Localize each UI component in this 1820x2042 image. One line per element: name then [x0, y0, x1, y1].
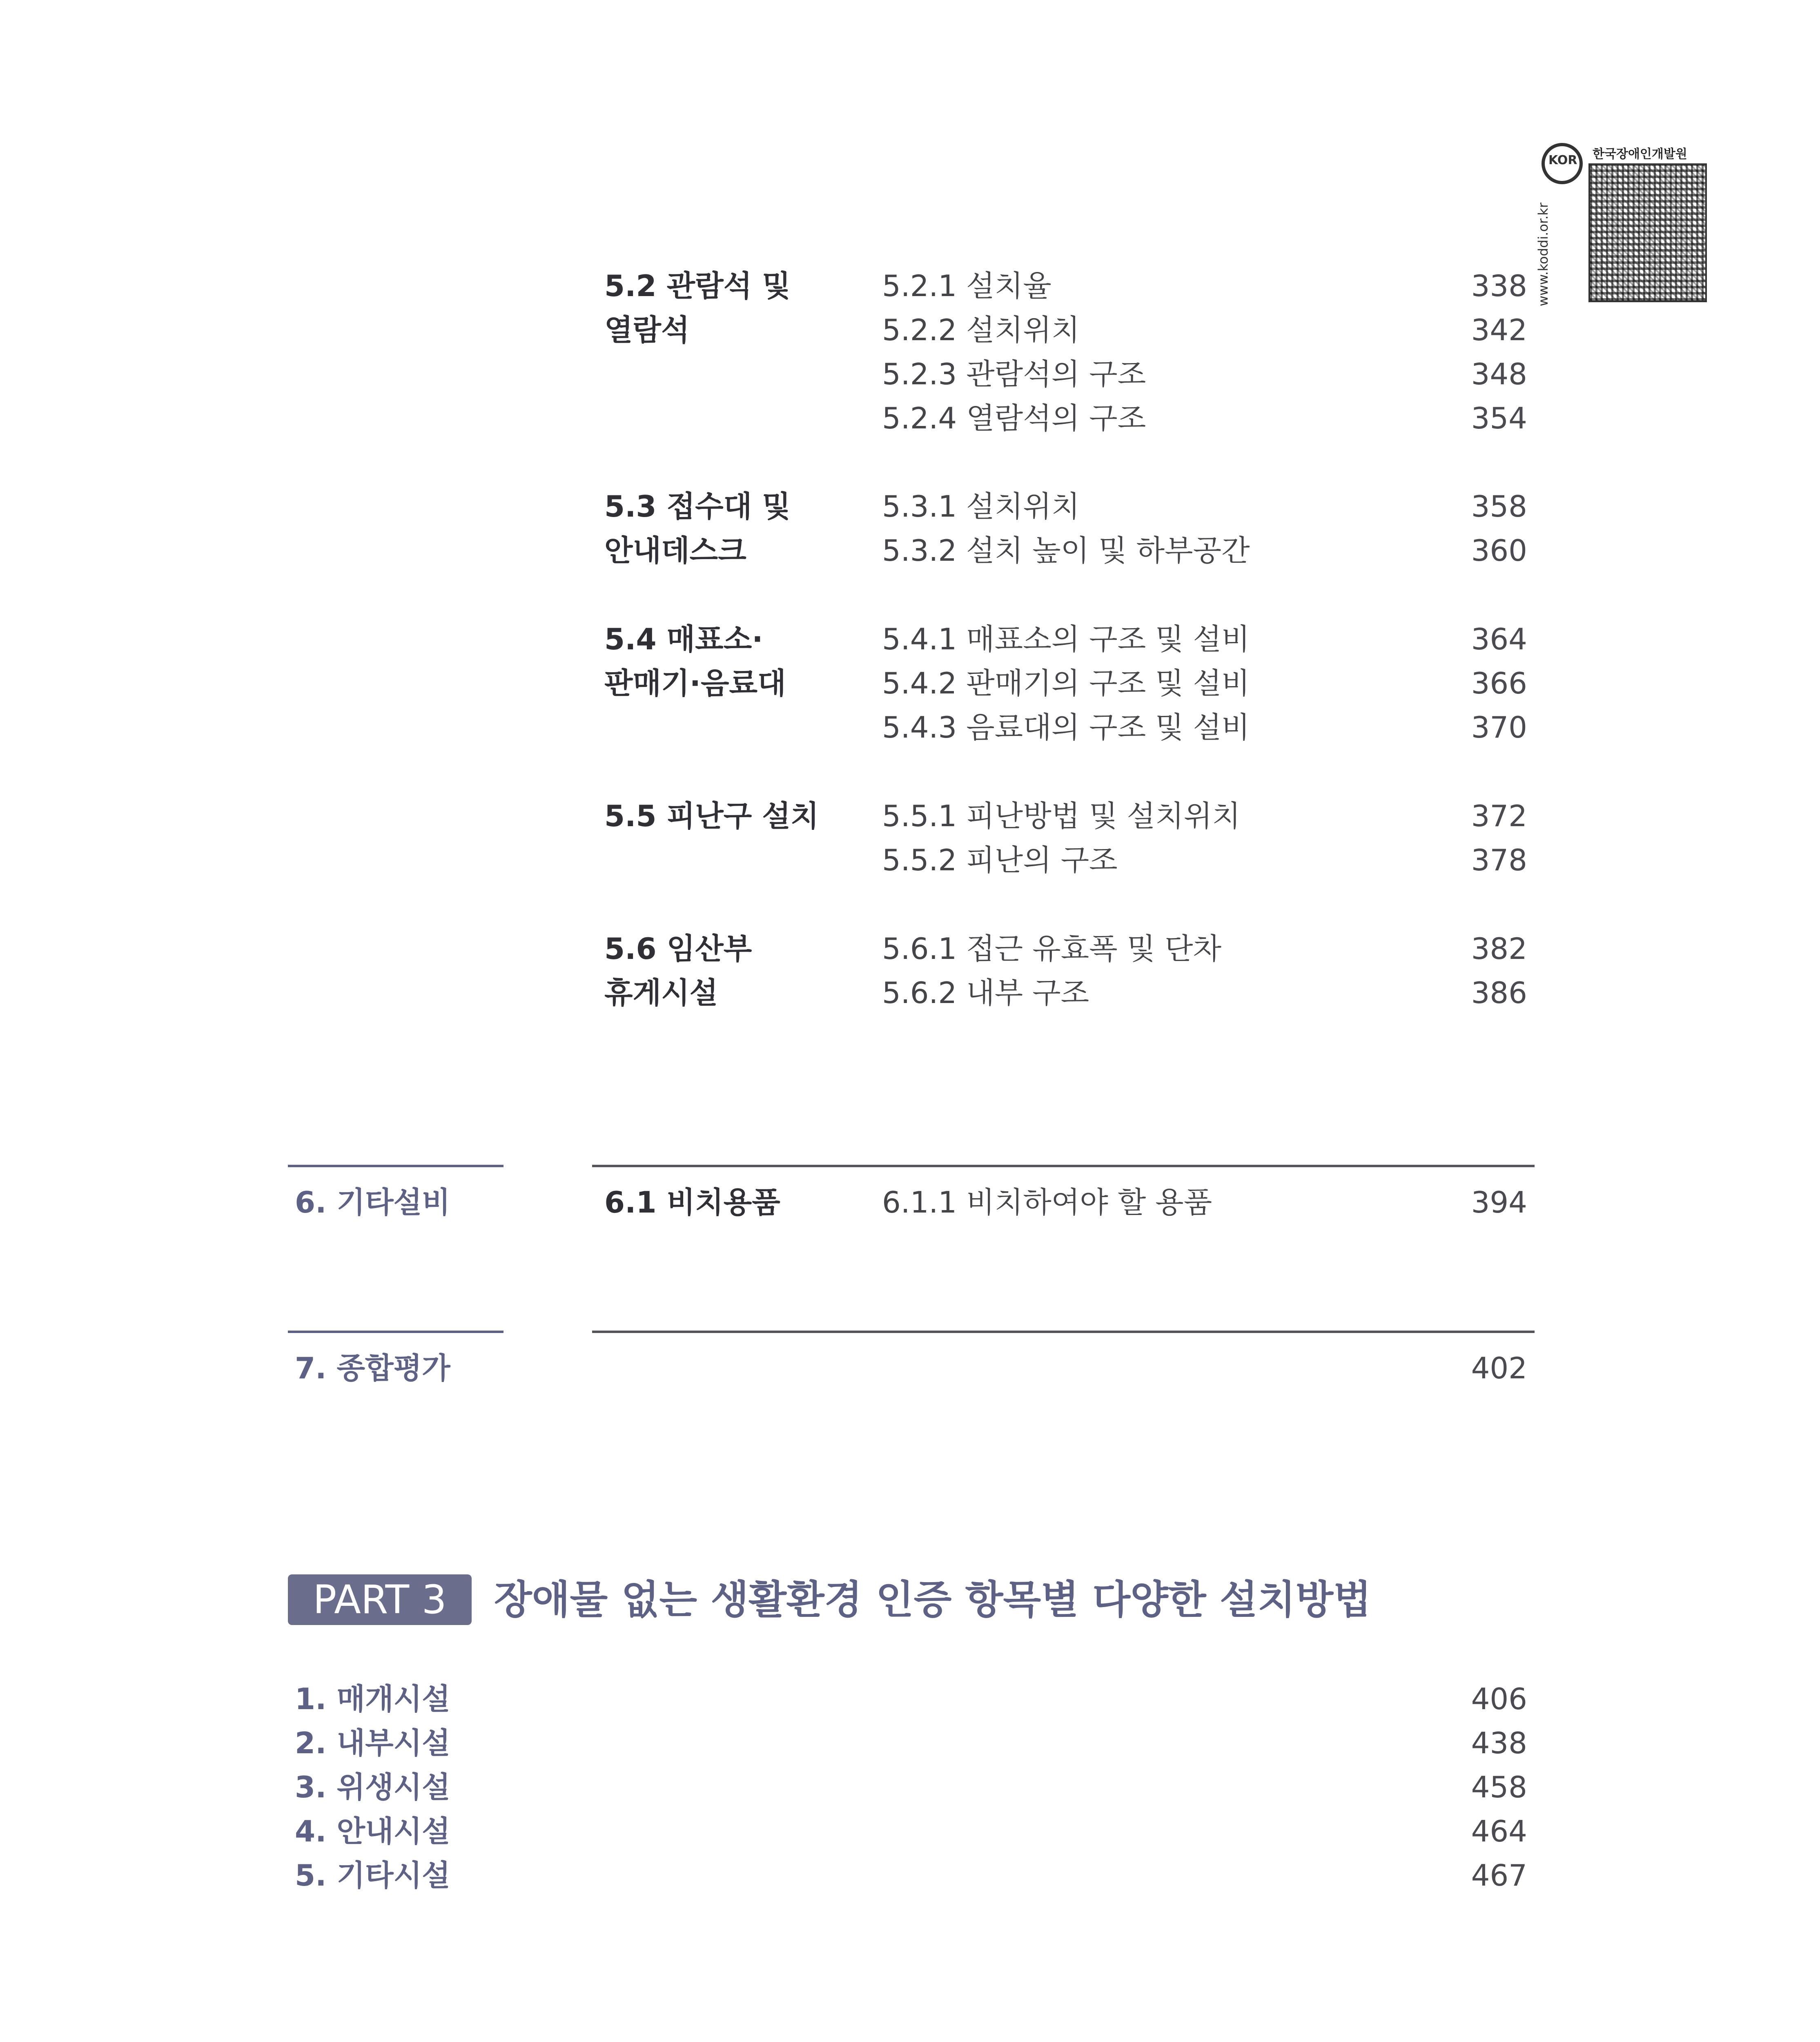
- toc-page-number: 338: [1471, 269, 1527, 303]
- toc-entry[interactable]: 6.1.1 비치하여야 할 용품: [882, 1185, 1212, 1219]
- toc-page-number: 358: [1471, 489, 1527, 524]
- part3-item[interactable]: 3. 위생시설: [295, 1770, 450, 1804]
- toc-entry[interactable]: 5.4.2 판매기의 구조 및 설비: [882, 666, 1250, 700]
- part3-item[interactable]: 5. 기타시설: [295, 1858, 450, 1893]
- toc-page-number: 342: [1471, 313, 1527, 347]
- toc-entry[interactable]: 5.4.3 음료대의 구조 및 설비: [882, 710, 1250, 745]
- part3-item[interactable]: 1. 매개시설: [295, 1682, 450, 1716]
- section-title: 5.2 관람석 및: [604, 269, 791, 303]
- part3-title[interactable]: 장애물 없는 생활환경 인증 항목별 다양한 설치방법: [494, 1577, 1371, 1623]
- section-title: 6.1 비치용품: [604, 1185, 780, 1219]
- section-rule: [592, 1331, 1535, 1333]
- section-title-cont: 안내데스크: [604, 533, 746, 568]
- org-name: 한국장애인개발원: [1593, 147, 1687, 161]
- part3-item[interactable]: 4. 안내시설: [295, 1814, 450, 1848]
- emblem-text: KOR: [1548, 153, 1577, 167]
- toc-entry[interactable]: 5.5.2 피난의 구조: [882, 843, 1118, 877]
- section-title: 5.6 임산부: [604, 932, 752, 966]
- toc-entry[interactable]: 5.4.1 매표소의 구조 및 설비: [882, 622, 1250, 656]
- chapter-rule: [288, 1165, 503, 1167]
- section-title: 5.3 접수대 및: [604, 489, 791, 524]
- toc-page-number: 348: [1471, 357, 1527, 391]
- toc-page-number: 438: [1471, 1726, 1527, 1760]
- chapter-rule: [288, 1331, 503, 1333]
- toc-entry[interactable]: 5.5.1 피난방법 및 설치위치: [882, 799, 1241, 833]
- toc-page-number: 386: [1471, 976, 1527, 1010]
- toc-page-number: 406: [1471, 1682, 1527, 1716]
- toc-page-number: 360: [1471, 533, 1527, 568]
- toc-page-number: 372: [1471, 799, 1527, 833]
- toc-entry[interactable]: 5.2.2 설치위치: [882, 313, 1080, 347]
- toc-entry[interactable]: 5.3.1 설치위치: [882, 489, 1080, 524]
- toc-entry[interactable]: 5.2.1 설치율: [882, 269, 1051, 303]
- toc-entry[interactable]: 5.3.2 설치 높이 및 하부공간: [882, 533, 1250, 568]
- section-title-cont: 판매기·음료대: [604, 666, 786, 700]
- toc-page-number: 366: [1471, 666, 1527, 700]
- section-title-cont: 휴게시설: [604, 976, 718, 1010]
- part3-item[interactable]: 2. 내부시설: [295, 1726, 450, 1760]
- toc-page-number: 378: [1471, 843, 1527, 877]
- toc-page-number: 370: [1471, 710, 1527, 745]
- toc-entry[interactable]: 5.2.3 관람석의 구조: [882, 357, 1146, 391]
- part3-badge: PART 3: [288, 1574, 472, 1625]
- section-rule: [592, 1165, 1535, 1167]
- koddi-logo-block: [1527, 135, 1719, 306]
- toc-entry[interactable]: 5.6.2 내부 구조: [882, 976, 1089, 1010]
- toc-page-number: 364: [1471, 622, 1527, 656]
- toc-page-number: 394: [1471, 1185, 1527, 1219]
- section-title: 5.4 매표소·: [604, 622, 763, 656]
- chapter-title[interactable]: 7. 종합평가: [295, 1351, 450, 1385]
- toc-page-number: 354: [1471, 401, 1527, 435]
- toc-entry[interactable]: 5.2.4 열람석의 구조: [882, 401, 1146, 435]
- toc-entry[interactable]: 5.6.1 접근 유효폭 및 단차: [882, 932, 1222, 966]
- section-title-cont: 열람석: [604, 313, 690, 347]
- section-title: 5.5 피난구 설치: [604, 799, 819, 833]
- chapter-title[interactable]: 6. 기타설비: [295, 1185, 450, 1219]
- toc-page-number: 458: [1471, 1770, 1527, 1804]
- toc-page-number: 382: [1471, 932, 1527, 966]
- toc-page-number: 467: [1471, 1858, 1527, 1893]
- toc-page-number: 464: [1471, 1814, 1527, 1848]
- qr-code-icon: [1588, 163, 1707, 302]
- org-url: www.koddi.or.kr: [1535, 202, 1551, 306]
- toc-page-number: 402: [1471, 1351, 1527, 1385]
